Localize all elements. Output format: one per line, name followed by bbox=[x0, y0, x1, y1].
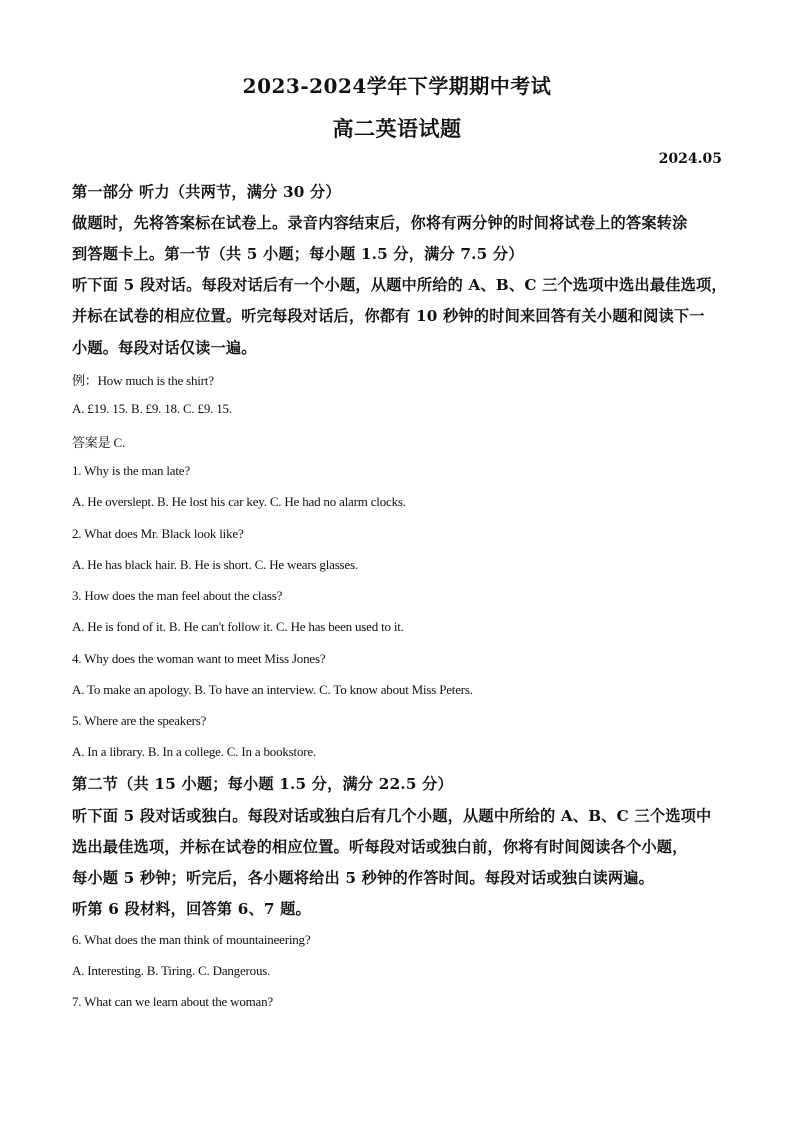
question-line: 3. How does the man feel about the class? bbox=[72, 588, 283, 603]
question-line: 6. What does the man think of mountaineering? bbox=[72, 932, 311, 947]
instruction-line: 做题时，先将答案标在试卷上。录音内容结束后，你将有两分钟的时间将试卷上的答案转涂 bbox=[72, 214, 688, 232]
question-line: 2. What does Mr. Black look like? bbox=[72, 526, 244, 541]
instruction-line: 小题。每段对话仅读一遍。 bbox=[72, 339, 257, 357]
question-line: A. He overslept. B. He lost his car key. C. He had no alarm clocks. bbox=[72, 494, 406, 509]
question-line: 答案是 C. bbox=[72, 435, 125, 450]
question-line: 例：How much is the shirt? bbox=[72, 373, 214, 388]
instruction-line: 并标在试卷的相应位置。听完每段对话后，你都有 10 秒钟的时间来回答有关小题和阅读下一 bbox=[72, 307, 705, 325]
instruction-line: 第一部分 听力（共两节，满分 30 分） bbox=[72, 183, 341, 201]
instruction-line: 听下面 5 段对话。每段对话后有一个小题，从题中所给的 A、B、C 三个选项中选出最佳选项， bbox=[72, 276, 727, 294]
instruction-line: 听第 6 段材料，回答第 6、7 题。 bbox=[72, 900, 311, 918]
question-line: A. Interesting. B. Tiring. C. Dangerous. bbox=[72, 963, 271, 978]
exam-title: 2023-2024学年下学期期中考试 bbox=[242, 74, 552, 98]
instruction-line: 听下面 5 段对话或独白。每段对话或独白后有几个小题，从题中所给的 A、B、C 三个选项中 bbox=[72, 807, 712, 825]
question-line: 1. Why is the man late? bbox=[72, 463, 190, 478]
instruction-line: 到答题卡上。第一节（共 5 小题；每小题 1.5 分，满分 7.5 分） bbox=[72, 245, 524, 263]
instruction-line: 每小题 5 秒钟；听完后，各小题将给出 5 秒钟的作答时间。每段对话或独白读两遍。 bbox=[72, 869, 655, 887]
question-line: A. He has black hair. B. He is short. C. He wears glasses. bbox=[72, 557, 358, 572]
question-line: A. In a library. B. In a college. C. In a bookstore. bbox=[72, 744, 316, 759]
question-line: A. He is fond of it. B. He can't follow it. C. He has been used to it. bbox=[72, 619, 404, 634]
instruction-line: 第二节（共 15 小题；每小题 1.5 分，满分 22.5 分） bbox=[72, 775, 453, 793]
exam-subtitle: 高二英语试题 bbox=[332, 116, 462, 141]
exam-date: 2024.05 bbox=[658, 151, 722, 167]
question-line: 4. Why does the woman want to meet Miss Jones? bbox=[72, 651, 326, 666]
question-line: A. To make an apology. B. To have an interview. C. To know about Miss Peters. bbox=[72, 682, 473, 697]
question-line: A. £19. 15. B. £9. 18. C. £9. 15. bbox=[72, 401, 232, 416]
question-line: 5. Where are the speakers? bbox=[72, 713, 207, 728]
question-line: 7. What can we learn about the woman? bbox=[72, 994, 274, 1009]
instruction-line: 选出最佳选项，并标在试卷的相应位置。听每段对话或独白前，你将有时间阅读各个小题， bbox=[72, 838, 688, 856]
